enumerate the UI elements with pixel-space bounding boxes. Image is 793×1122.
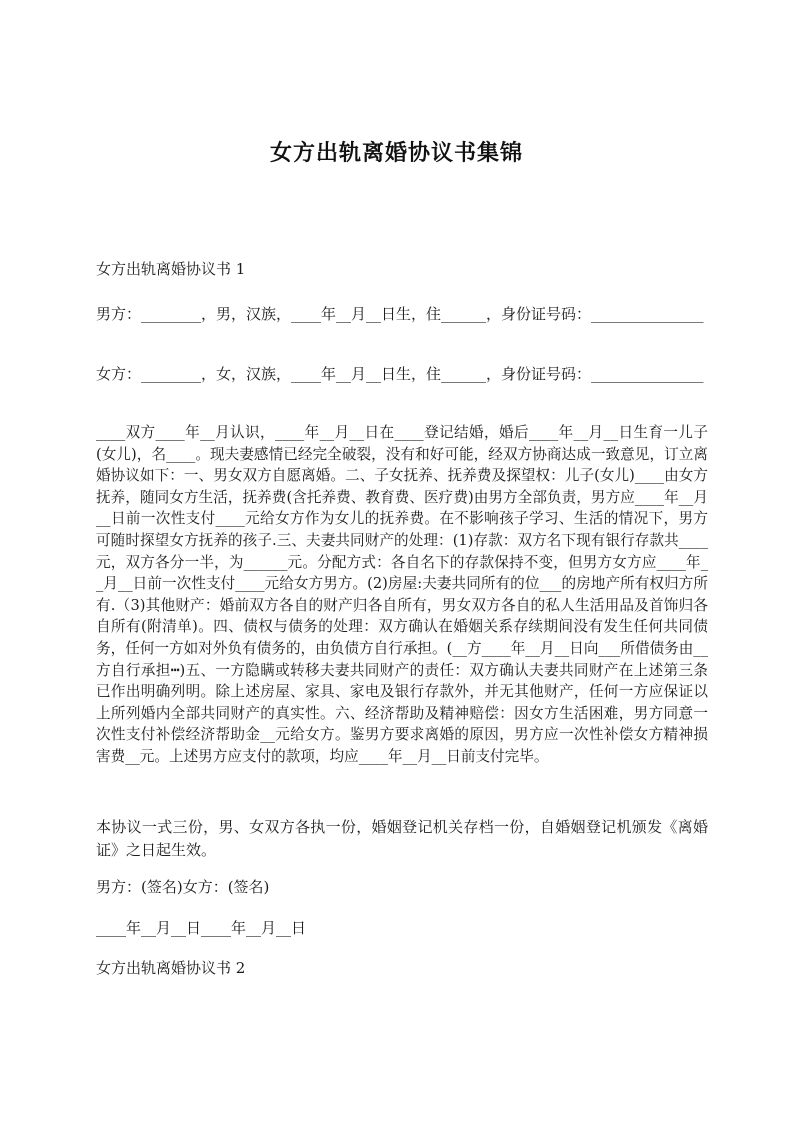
section-2-heading: 女方出轨离婚协议书 2 — [96, 959, 246, 977]
date-line: ____年__月__日____年__月__日 — [96, 919, 307, 937]
signature-line: 男方：(签名)女方：(签名) — [96, 878, 270, 896]
agreement-body-paragraph: ____双方____年__月认识，____年__月__日在____登记结婚，婚后____年__月__日生育一儿子(女儿)，名____。现夫妻感情已经完全破裂，没有和好可能，经双方协商达成一致意见，订立离婚协议如下：一、男女双方自愿离婚。二、子女抚养、抚养费及探望权：儿子(女儿)____由女方抚养，随同女方生活，抚养费(含托养费、教育费、医疗费)由男方全部负责，男方应____年__月__日前一次性支付____元给女方作为女儿的抚养费。在不影响孩子学习、生活的情况下，男方可随时探望女方抚养的孩子.三、夫妻共同财产的处理：(1)存款：双方名下现有银行存款共____元，双方各分一半，为______元。分配方式：各自名下的存款保持不变，但男方女方应____年__月__日前一次性支付____元给女方男方。(2)房屋:夫妻共同所有的位___的房地产所有权归方所有.（3)其他财产：婚前双方各自的财产归各自所有，男女双方各自的私人生活用品及首饰归各自所有(附清单)。四、债权与债务的处理：双方确认在婚姻关系存续期间没有发生任何共同债务，任何一方如对外负有债务的，由负债方自行承担。(__方____年__月__日向___所借债务由__方自行承担┅)五、一方隐瞒或转移夫妻共同财产的责任：双方确认夫妻共同财产在上述第三条已作出明确列明。除上述房屋、家具、家电及银行存款外，并无其他财产，任何一方应保证以上所列婚内全部共同财产的真实性。六、经济帮助及精神赔偿：因女方生活困难，男方同意一次性支付补偿经济帮助金__元给女方。鉴男方要求离婚的原因，男方应一次性补偿女方精神损害费__元。上述男方应支付的款项，均应____年__月__日前支付完毕。 — [96, 424, 708, 765]
female-party-line: 女方：________，女，汉族，____年__月__日生，住______，身份证号码：_______________ — [96, 365, 704, 383]
section-1-heading: 女方出轨离婚协议书 1 — [96, 260, 246, 278]
male-party-line: 男方：________，男，汉族，____年__月__日生，住______，身份证号码：_______________ — [96, 305, 704, 323]
document-title: 女方出轨离婚协议书集锦 — [269, 141, 523, 166]
copies-paragraph: 本协议一式三份，男、女双方各执一份，婚姻登记机关存档一份，自婚姻登记机颁发《离婚证》之日起生效。 — [96, 818, 708, 859]
